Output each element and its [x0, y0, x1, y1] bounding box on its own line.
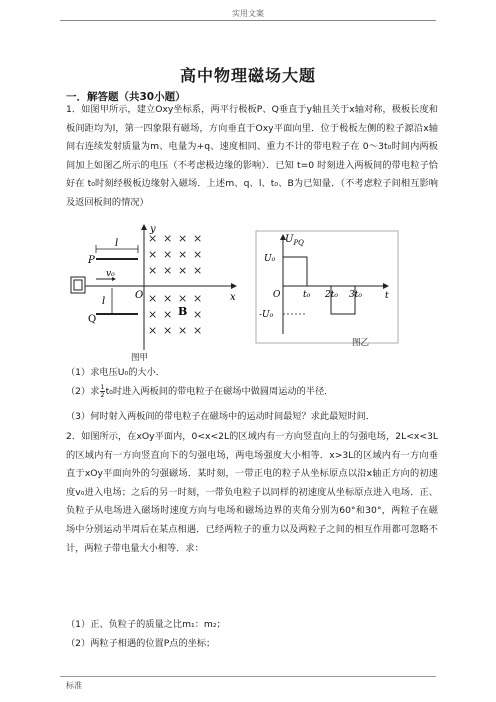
particle-source-outer — [71, 277, 85, 293]
svg-text:×: × — [193, 264, 203, 277]
label-l-mid: l — [102, 296, 106, 307]
footer-divider — [60, 676, 436, 677]
svg-text:×: × — [193, 324, 203, 337]
section-heading: 一．解答题（共30小题） — [66, 91, 186, 103]
voltage-pulse-positive — [283, 257, 307, 286]
label-v0: v₀ — [106, 269, 115, 279]
figure-jia-caption: 图甲 — [131, 353, 149, 363]
figure-jia — [66, 222, 256, 362]
fraction-one-half — [100, 384, 104, 399]
svg-text:×: × — [193, 308, 203, 321]
label-y-axis: y — [150, 224, 156, 235]
label-b-field: B — [178, 305, 188, 318]
svg-text:×: × — [163, 232, 173, 245]
svg-text:×: × — [163, 292, 173, 305]
t-axis-arrow-icon — [383, 283, 389, 289]
label-l-top: l — [115, 238, 119, 249]
problem-2-text: 2．如图所示，在xOy平面内，0<x<2L的区域内有一方向竖直向上的匀强电场，2L<x<3L的区域内有一方向竖直向下的匀强电场，两电场强度大小相等．x>3L的区域内有一方向垂直于xOy平面向外的匀强磁场．某时刻，一带正电的粒子从坐标原点以沿x轴正方向的初速度v₀进入电场；之后的另一时刻，一带负电粒子以同样的初速度从坐标原点进入电场．正、负粒子从电场进入磁场时速度方向与电场和磁场边界的夹角分别为60°和30°，两粒子在磁场中分别运动半周后在某点相遇．已经两粒子的重力以及两粒子之间的相互作用都可忽略不计，两粒子带电量大小相等．求： — [66, 431, 438, 554]
label-upq-main: U — [285, 234, 294, 245]
label-t-axis: t — [385, 291, 389, 301]
magnetic-field-crosses — [148, 232, 202, 337]
problem-1-question-3: （3）何时射入两板间的带电粒子在磁场中的运动时间最短？求此最短时间． — [66, 411, 376, 422]
fraction-numerator: 1 — [100, 383, 105, 391]
particle-source-inner — [74, 280, 82, 290]
label-q: Q — [88, 314, 97, 325]
svg-text:×: × — [178, 292, 188, 305]
svg-text:×: × — [148, 264, 158, 277]
label-t0: t₀ — [303, 290, 311, 300]
svg-text:×: × — [163, 324, 173, 337]
q2-suffix: t₀时进入两板间的带电粒子在磁场中做圆周运动的半径． — [105, 386, 334, 397]
problem-1-question-2 — [66, 384, 333, 399]
header-divider — [60, 20, 436, 21]
label-3t0: 3t₀ — [349, 290, 362, 300]
page-footer: 标准 — [66, 681, 82, 690]
label-origin-o: O — [273, 290, 281, 300]
q2-prefix: （2）求 — [66, 386, 100, 397]
svg-text:×: × — [193, 292, 203, 305]
problem-2-question-1: （1）正、负粒子的质量之比m₁：m₂； — [66, 619, 226, 630]
label-u0: U₀ — [264, 254, 276, 264]
svg-text:×: × — [178, 264, 188, 277]
svg-text:×: × — [148, 292, 158, 305]
y-axis-arrow-icon — [141, 224, 147, 230]
svg-text:×: × — [148, 248, 158, 261]
label-x-axis: x — [230, 292, 236, 303]
svg-text:×: × — [163, 264, 173, 277]
label-upq — [285, 234, 304, 247]
problem-1-text: 1．如图甲所示，建立Oxy坐标系，两平行极板P、Q垂直于y轴且关于x轴对称，极板长度和板间距均为l，第一四象限有磁场，方向垂直于Oxy平面向里．位于极板左侧的粒子源沿x轴间右连续发射质量为m、电量为+q、速度相同、重力不计的带电粒子在 0～3t₀时间内两板间加上如图乙所示的电压（不考虑极边缘的影响）．已知 t=0 时刻进入两板间的带电粒子恰好在 t₀时刻经极板边缘射入磁场．上述m、q、l、t₀、B为已知量．（不考虑粒子间相互影响及返回板间的情况） — [66, 104, 438, 208]
figure-yi-caption: 图乙 — [352, 338, 370, 348]
problem-1-question-1: （1）求电压U₀的大小． — [66, 367, 165, 378]
label-2t0: 2t₀ — [325, 290, 338, 300]
svg-text:×: × — [178, 232, 188, 245]
label-upq-sub: PQ — [293, 239, 304, 247]
svg-text:×: × — [148, 232, 158, 245]
x-axis-arrow-icon — [231, 283, 237, 289]
svg-text:×: × — [148, 324, 158, 337]
problem-2-question-2: （2）两粒子相遇的位置P点的坐标； — [66, 638, 216, 649]
svg-text:×: × — [178, 248, 188, 261]
page-header: 实用文案 — [232, 9, 264, 18]
svg-text:×: × — [193, 248, 203, 261]
document-title: 高中物理磁场大题 — [179, 66, 316, 85]
label-p: P — [88, 255, 95, 266]
svg-text:×: × — [163, 248, 173, 261]
svg-text:×: × — [163, 308, 173, 321]
fraction-denominator: 2 — [100, 391, 105, 399]
figure-yi-frame — [256, 231, 398, 343]
label-origin: O — [135, 290, 144, 301]
figure-yi — [255, 230, 400, 345]
label-neg-u0: -U₀ — [259, 310, 274, 320]
svg-text:×: × — [148, 308, 158, 321]
svg-text:×: × — [193, 232, 203, 245]
svg-text:×: × — [178, 324, 188, 337]
